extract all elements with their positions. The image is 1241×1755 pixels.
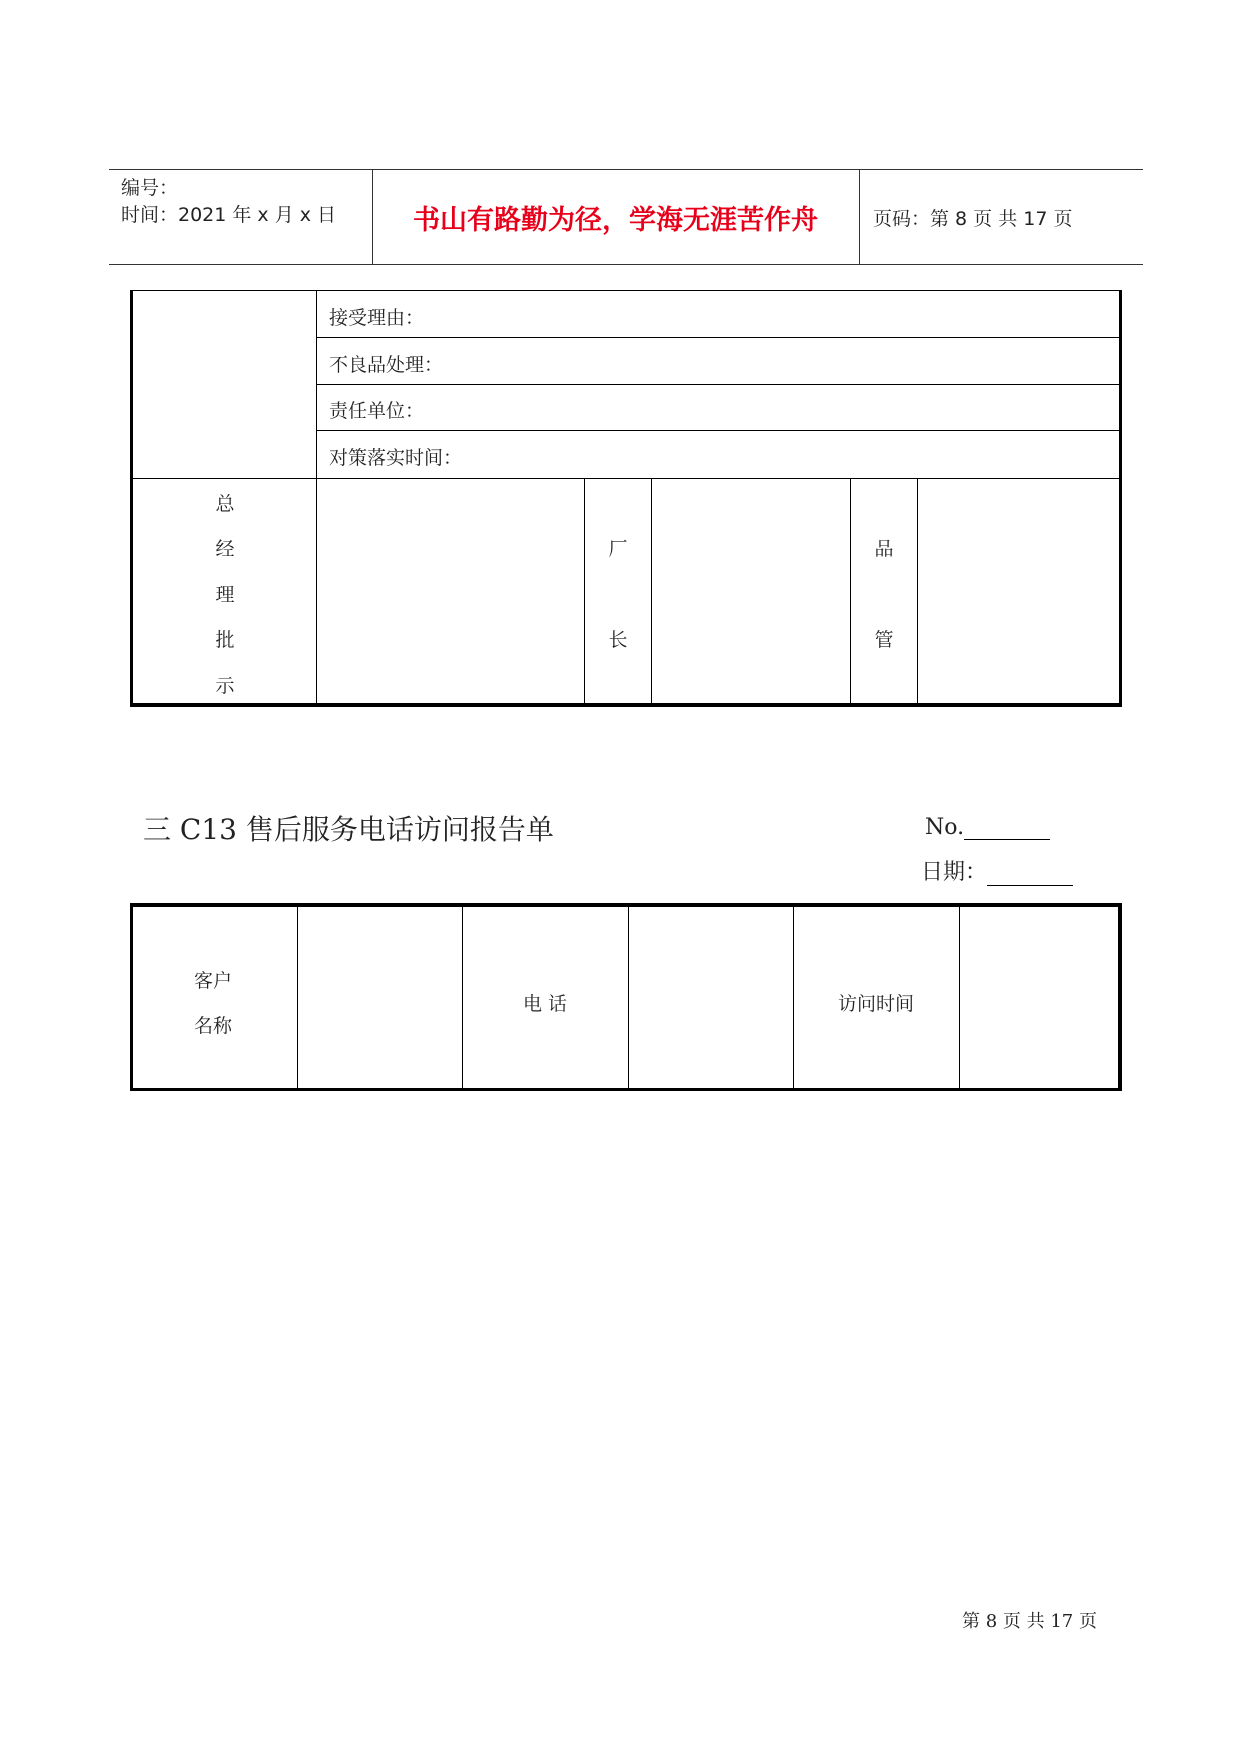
gm-approval-char: 理 bbox=[215, 584, 235, 606]
report-date-field bbox=[921, 855, 1073, 886]
report-number-blank bbox=[964, 817, 1050, 840]
quality-control-char: 品 bbox=[874, 538, 894, 560]
table-row-divider bbox=[316, 337, 1119, 338]
approval-table bbox=[130, 290, 1122, 707]
phone-label: 电 话 bbox=[522, 993, 568, 1015]
header-right-cell bbox=[860, 170, 1143, 264]
report-number-field bbox=[925, 815, 1050, 840]
table-divider bbox=[917, 479, 918, 703]
countermeasure-time-label: 对策落实时间： bbox=[329, 447, 463, 469]
responsible-unit-label: 责任单位： bbox=[329, 400, 425, 422]
table-row-divider bbox=[133, 478, 1119, 479]
factory-manager-char: 厂 bbox=[608, 538, 628, 560]
table-row-divider bbox=[316, 384, 1119, 385]
table-divider bbox=[850, 479, 851, 703]
table-divider bbox=[297, 907, 298, 1088]
table-divider bbox=[628, 907, 629, 1088]
accept-reason-label: 接受理由： bbox=[329, 307, 425, 329]
report-date-blank bbox=[987, 863, 1073, 886]
header-page-number: 页码：第 8 页 共 17 页 bbox=[873, 208, 1073, 230]
customer-name-label-line2: 名称 bbox=[193, 1015, 232, 1037]
document-time-label: 时间：2021 年 x 月 x 日 bbox=[121, 204, 337, 226]
header-center-cell bbox=[372, 170, 860, 264]
table-divider bbox=[462, 907, 463, 1088]
table-divider bbox=[651, 479, 652, 703]
header-left-cell bbox=[109, 170, 373, 264]
phone-visit-table bbox=[130, 903, 1122, 1091]
report-date-label: 日期： bbox=[921, 860, 988, 885]
table-row-divider bbox=[316, 430, 1119, 431]
gm-approval-char: 总 bbox=[215, 493, 235, 515]
factory-manager-char: 长 bbox=[608, 629, 628, 651]
table-divider bbox=[316, 291, 317, 703]
motto: 书山有路勤为径，学海无涯苦作舟 bbox=[413, 205, 818, 236]
defect-handling-label: 不良品处理： bbox=[329, 354, 444, 376]
table-divider bbox=[959, 907, 960, 1088]
table-divider bbox=[584, 479, 585, 703]
footer-page-number: 第 8 页 共 17 页 bbox=[962, 1611, 1097, 1632]
gm-approval-char: 批 bbox=[215, 629, 235, 651]
report-number-label: No. bbox=[925, 815, 965, 840]
section-title: 三 C13 售后服务电话访问报告单 bbox=[143, 813, 554, 846]
page-header bbox=[109, 169, 1143, 265]
customer-name-label-line1: 客户 bbox=[193, 970, 232, 992]
table-divider bbox=[793, 907, 794, 1088]
quality-control-char: 管 bbox=[874, 629, 894, 651]
gm-approval-char: 经 bbox=[215, 538, 235, 560]
document-code-label: 编号： bbox=[121, 177, 179, 199]
gm-approval-char: 示 bbox=[215, 675, 235, 697]
visit-time-label: 访问时间 bbox=[837, 993, 914, 1015]
